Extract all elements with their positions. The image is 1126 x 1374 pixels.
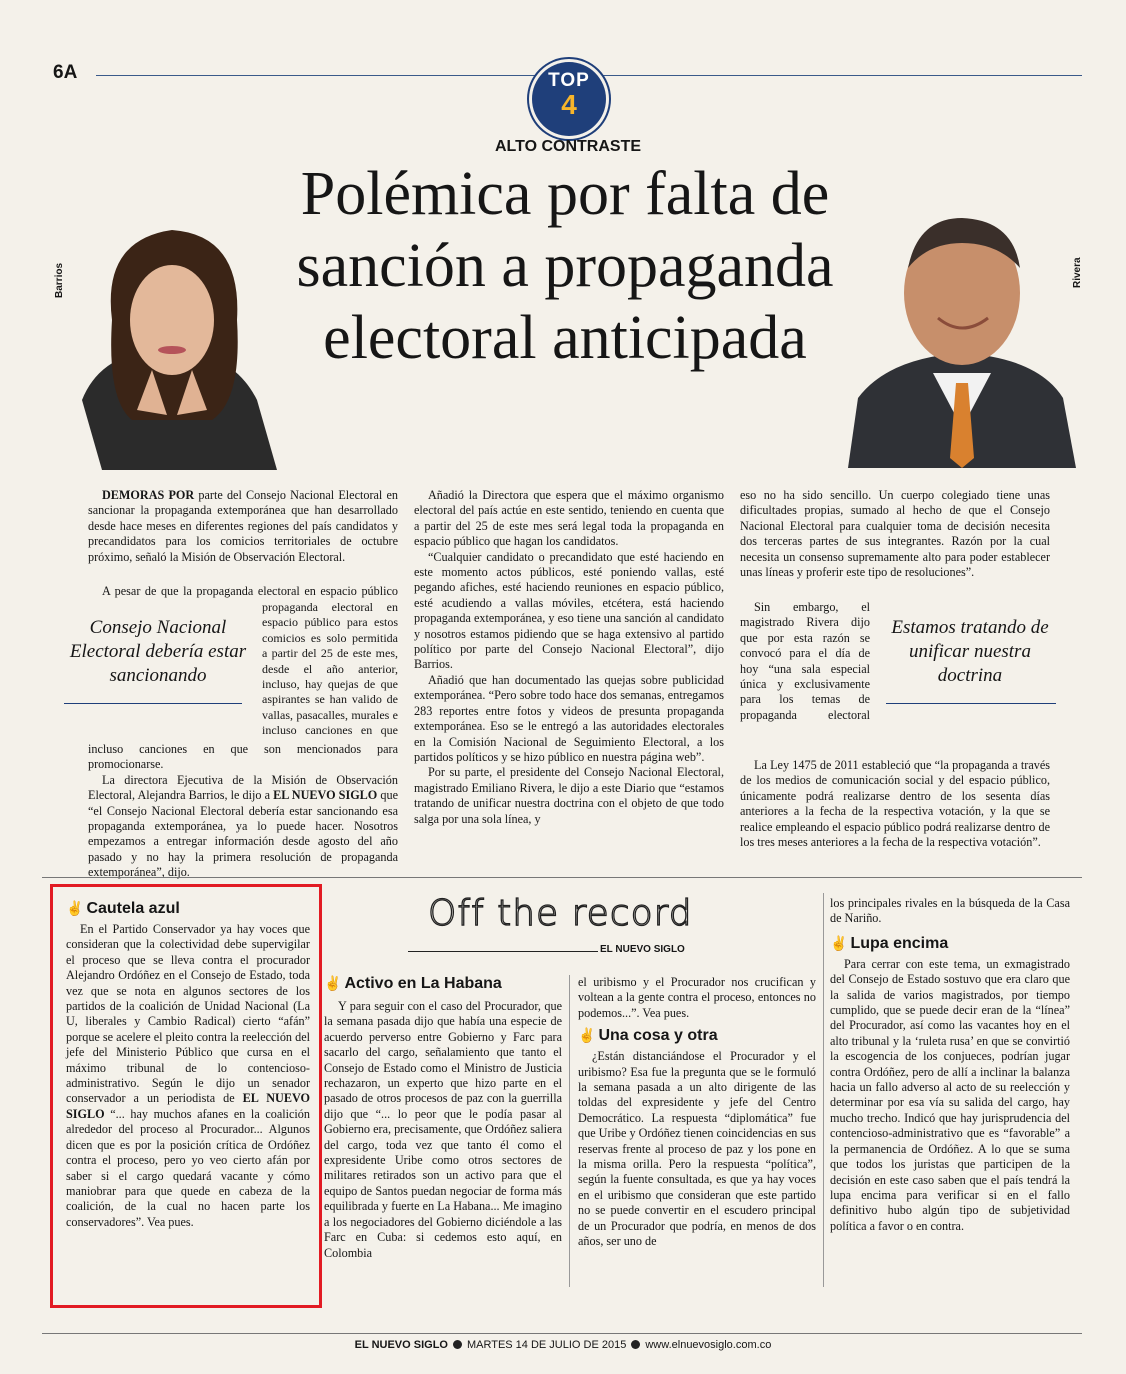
brand-mention: EL NUEVO SIGLO (66, 1091, 310, 1121)
brand-mention: EL NUEVO SIGLO (273, 788, 378, 803)
bullet-icon (631, 1340, 640, 1349)
article-col1-bottom: incluso canciones en que son mencionados para promocionarse. La directora Ejecutiva de la Misión de Observación Electoral, Alejandra Barrios, le dijo a EL NUEVO SIGLO que “el Consejo Nacional Electoral debería estar sancionando esa propaganda extemporánea, ya lo puede hacer. Nosotros empezamos a entregar información desde agosto del año pasado y no hay la primera resolución de propaganda extemporánea”, dijo. (88, 742, 398, 880)
top-badge (532, 62, 606, 136)
column-cautela (66, 900, 310, 1230)
photo-barrios (42, 200, 292, 470)
bullet-icon (453, 1340, 462, 1349)
lead-in: DEMORAS POR (102, 488, 195, 502)
photo-caption-left: Barrios (54, 262, 65, 298)
item-text: ¿Están distanciándose el Procurador y el uribismo? Esa fue la pregunta que se le formuló la semana pasada a un alto dirigente de las toldas del expresidente y jefe del Centro Democrático. La respuesta “diplomática” fue que Uribe y Ordóñez tienen coincidencias en sus reservas frente al proceso de paz y los pone en la misma orilla. Pero la respuesta “política”, según la fuente consultada, es que ya hay voces en el uribismo que consideran que este partido no se puede convertir en el escudero principal de un Procurador que podría, en menos de dos años, ser uno de (578, 1049, 816, 1249)
subhead-text: Una cosa y otra (598, 1027, 718, 1045)
column-lupa (830, 896, 1070, 1234)
article-col1-top (88, 488, 398, 565)
subhead-lupa (830, 935, 1070, 953)
article-col1-p2-start (88, 584, 398, 599)
victory-hand-icon: ✌ (324, 975, 342, 991)
article-paragraph: Añadió la Directora que espera que el máximo organismo electoral del país actúe en este sentido, teniendo en cuenta que a partir del 25 de este mes será legal toda la propaganda en espacio público que hagan los candidatos. (414, 488, 724, 549)
article-col3-top (740, 488, 1050, 580)
article-paragraph: Añadió que han documentado las quejas sobre publicidad extemporánea. “Pero sobre todo hace dos semanas, entregamos 283 reportes entre fotos y videos de presunta propaganda extemporánea. Eso se le entregó a las autoridades electorales en la Comisión Nacional de Seguimiento Electoral, a los partidos políticos y se hizo público en nuestra página web”. (414, 672, 724, 764)
article-col3-bottom (740, 758, 1050, 850)
subhead-text: Activo en La Habana (344, 975, 502, 992)
article-paragraph-wrap: propaganda electoral en espacio público para estos comicios es solo permitida a partir del 25 de este mes, desde el año anterior, incluso, hay quejas de que aspirantes se han valido de vallas, pasacalles, murales e incluso canciones en que (262, 600, 398, 738)
article-paragraph: “Cualquier candidato o precandidato que esté haciendo en este momento actos públicos, esté poniendo vallas, esté pegando afiches, esté haciendo reuniones en espacio público, esté acudiendo a vallas móviles, etcétera, está haciendo propaganda extemporánea, y eso tiene una sanción al candidato y nosotros estamos pidiendo que se haga extensivo al partido político por parte del Consejo Nacional Electoral”, dijo Barrios. (414, 549, 724, 672)
pull-quote-left: Consejo Nacional Electoral debería estar sancionando (69, 617, 247, 686)
item-text: Y para seguir con el caso del Procurador, que la semana pasada dijo que había una especie de acuerdo perverso entre Gobierno y Farc para sacarlo del cargo, señalamiento que tanto el Consejo de Estado como el Ministro de Justicia rechazaron, un experto que hizo parte en el pasado de otros procesos de paz con la guerrilla dijo que “... lo peor que le podía pasar al Gobierno era, precisamente, que Ordóñez saliera del cargo, toda vez que tanto él como el expresidente Uribe como otros sectores de militares retirados son un activo para que el equipo de Santos puedan negociar de forma más equilibrada y fuerte en La Habana... Me imagino a los negociadores del Gobierno diciéndole a las Farc en Cuba: si cedemos esto aquí, en Colombia (324, 999, 562, 1260)
off-the-record-rule (408, 951, 598, 952)
page-number: 6A (53, 62, 78, 83)
item-text-cont: “... hay muchos afanes en la coalición alrededor del proceso al Procurador... Algunos dicen que es por la posición crítica de Ordóñez contra el proceso, pero yo veo cierto afán por saber si el cargo quedará vacante y cómo maniobrar para que quede en cabeza de la coalición, de la cual no hacen parte los conservadores”. Vea pues. (66, 1106, 310, 1229)
victory-hand-icon: ✌ (578, 1027, 596, 1044)
pull-quote-rule (886, 703, 1056, 704)
photo-caption-right: Rivera (1072, 257, 1083, 288)
article-col3-narrow (740, 600, 870, 724)
footer-brand: EL NUEVO SIGLO (354, 1339, 448, 1351)
section-divider (42, 877, 1082, 878)
article-col2 (414, 488, 724, 827)
pull-quote-right: Estamos tratando de unificar nuestra doctrina (891, 617, 1049, 686)
badge-number: 4 (561, 89, 577, 120)
item-text-cont: los principales rivales en la búsqueda de la Casa de Nariño. (830, 896, 1070, 926)
article-paragraph-cont: que “el Consejo Nacional Electoral debería estar sancionando esa propaganda extemporánea, ya lo puede hacer. Nosotros empezamos a entregar información desde agosto del año pasado y no hay la primera resolución de propaganda extemporánea”, dijo. (88, 788, 398, 880)
footer (0, 1339, 1126, 1351)
section-label: ALTO CONTRASTE (494, 138, 642, 155)
item-text-cont: el uribismo y el Procurador nos crucifican y voltean a la gente contra el proceso, entonces no podemos...”. Vea pues. (578, 975, 816, 1020)
article-col1-wrap (262, 600, 398, 740)
headline: Polémica por falta de sanción a propaganda electoral anticipada (296, 160, 834, 372)
column-cosa (578, 975, 816, 1250)
footer-rule (42, 1333, 1082, 1334)
article-paragraph: La directora Ejecutiva de la Misión de Observación Electoral, Alejandra Barrios, le dijo a (88, 772, 398, 803)
column-rule (569, 975, 570, 1287)
subhead-cosa (578, 1027, 816, 1045)
badge-top-label: TOP (548, 70, 590, 91)
column-rule (823, 893, 824, 1287)
footer-url[interactable]: www.elnuevosiglo.com.co (645, 1339, 772, 1351)
footer-date: MARTES 14 DE JULIO DE 2015 (466, 1339, 627, 1351)
subhead-habana (324, 975, 562, 993)
subhead-text: Cautela azul (86, 900, 180, 917)
photo-rivera (848, 198, 1076, 468)
article-paragraph: Sin embargo, el magistrado Rivera dijo que por esta razón se convocó para el día de hoy “una sala especial única y exclusivamente para los temas de propaganda electoral (740, 600, 870, 722)
item-text: Para cerrar con este tema, un exmagistrado del Consejo de Estado sostuvo que era claro que la salida de varios magistrados, por tiempo cumplido, que se puede decir eran de la “línea” del Procurador, así como las vacantes hoy en el alto tribunal y la ‘ruleta rusa’ en que se convirtió la escogencia de los conjueces, podrían jugar contra Ordóñez, pero de allí a inclinar la balanza hacia un fallo adverso al acto de su reelección y determinar por esa vía su salida del cargo, hay mucho trecho. Indicó que hay jurisprudencia del contencioso-administrativo que es “favorable” a la permanencia de Ordóñez. A lo que se suma que todos los juristas que participen de la decisión en este caso saben que el país tendrá la lupa encima para verificar si en el fallo definitivo hubo algún tipo de subjetividad política a favor o en contra. (830, 956, 1070, 1233)
off-the-record-title: Off the record (428, 893, 693, 934)
off-the-record-brand: EL NUEVO SIGLO (600, 944, 685, 955)
column-habana (324, 975, 562, 1261)
victory-hand-icon: ✌ (830, 934, 848, 951)
article-paragraph: La Ley 1475 de 2011 estableció que “la propaganda a través de los medios de comunicación social y del espacio público, únicamente podrá realizarse dentro de los sesenta días anteriores a la fecha de la respectiva votación, y la que se realice empleando el espacio público podrá realizarse dentro de los tres meses anteriores a la fecha de la respectiva votación”. (740, 758, 1050, 850)
subhead-text: Lupa encima (850, 934, 949, 952)
article-paragraph: A pesar de que la propaganda electoral en espacio público (102, 584, 398, 598)
subhead-cautela (66, 900, 310, 918)
article-paragraph: Por su parte, el presidente del Consejo Nacional Electoral, magistrado Emiliano Rivera, le dijo a este Diario que “estamos tratando de unificar nuestra doctrina con el objeto de que todo salga por una sola línea, y (414, 765, 724, 826)
article-paragraph: eso no ha sido sencillo. Un cuerpo colegiado tiene unas dificultades propias, sumado al hecho de que el Consejo Nacional Electoral para cualquier toma de decisión necesita dos terceras partes de sus integrantes. Razón por la cual necesita un consenso supremamente alto para poder establecer unas líneas y proferir este tipo de resoluciones”. (740, 488, 1050, 580)
item-text: En el Partido Conservador ya hay voces que consideran que la colectividad debe supervigilar el proceso que se lleva contra el procurador Alejandro Ordóñez en el Consejo de Estado, toda vez que se nota en algunos sectores de los partidos de la coalición de Unidad Nacional (La U, liberales y Cambio Radical) cierto “afán” porque se acelere el pleito contra la reelección del jefe del Ministerio Público que cursa en el máximo tribunal de lo contencioso-administrativo. Según le dijo un senador conservador a un periodista de (66, 922, 310, 1106)
victory-hand-icon: ✌ (66, 900, 84, 916)
pull-quote-rule (64, 703, 242, 704)
article-paragraph: parte del Consejo Nacional Electoral en sancionar la propaganda extemporánea que han desarrollado desde hace meses en diferentes regiones del país candidatos y precandidatos para los comicios territoriales de octubre próximo, señaló la Misión de Observación Electoral. (88, 488, 399, 564)
